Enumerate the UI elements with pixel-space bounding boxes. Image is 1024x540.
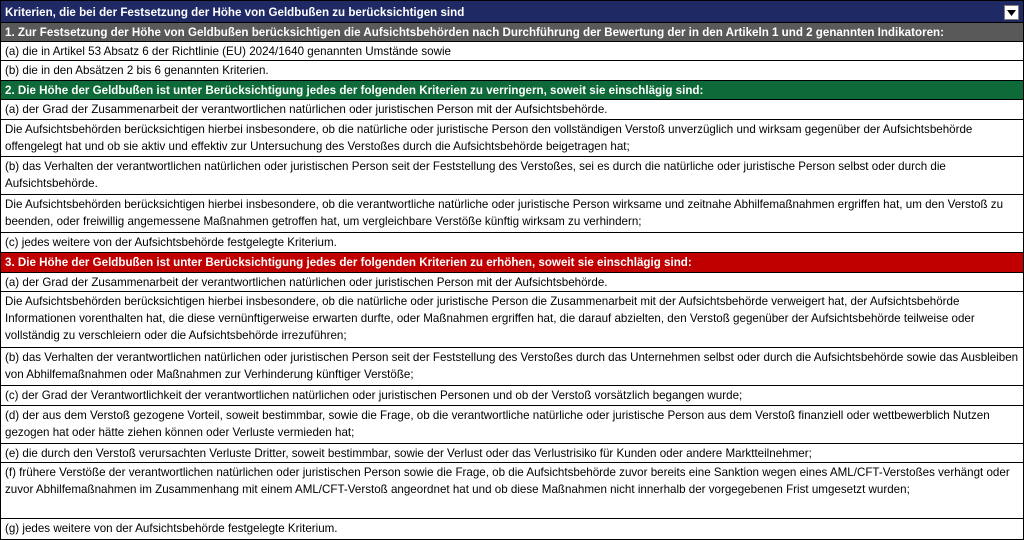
section-3-header[interactable]: 3. Die Höhe der Geldbußen ist unter Berücksichtigung jedes der folgenden Kriterien zu erhöhen, soweit sie einschlägig sind: bbox=[1, 253, 1023, 273]
table-title-row[interactable] bbox=[1, 1, 1023, 23]
section-3-item-a-detail[interactable]: Die Aufsichtsbehörden berücksichtigen hierbei insbesondere, ob die natürliche oder juristische Person die Zusammenarbeit mit der Aufsichtsbehörde verweigert hat, der Aufsichtsbehörde Informationen vorenthalten hat, die diese vernünftigerweise erwarten durfte, oder Maßnahmen ergriffen hat, die darauf abzielten, den Verstoß gegenüber der Aufsichtsbehörde teilweise oder vollständig zu verschleiern oder die Aufsichtsbehörde irrezuführen; bbox=[1, 292, 1023, 348]
section-3-item-e[interactable]: (e) die durch den Verstoß verursachten Verluste Dritter, soweit bestimmbar, sowie der Verlust oder das Verlustrisiko für Kunden oder andere Marktteilnehmer; bbox=[1, 444, 1023, 463]
section-2-item-b-detail[interactable]: Die Aufsichtsbehörden berücksichtigen hierbei insbesondere, ob die verantwortliche natürliche oder juristische Person wirksame und zeitnahe Abhilfemaßnahmen ergriffen hat, um den Verstoß zu beenden, oder freiwillig angemessene Maßnahmen getroffen hat, um vergleichbare Verstöße künftig wirksam zu verhindern; bbox=[1, 195, 1023, 233]
section-2-header[interactable]: 2. Die Höhe der Geldbußen ist unter Berücksichtigung jedes der folgenden Kriterien zu verringern, soweit sie einschlägig sind: bbox=[1, 81, 1023, 100]
section-2-item-c[interactable]: (c) jedes weitere von der Aufsichtsbehörde festgelegte Kriterium. bbox=[1, 233, 1023, 253]
section-3-item-c[interactable]: (c) der Grad der Verantwortlichkeit der verantwortlichen natürlichen oder juristischen Personen und ob der Verstoß vorsätzlich begangen wurde; bbox=[1, 386, 1023, 406]
section-3-item-g[interactable]: (g) jedes weitere von der Aufsichtsbehörde festgelegte Kriterium. bbox=[5, 522, 338, 535]
section-2-item-a-detail[interactable]: Die Aufsichtsbehörden berücksichtigen hierbei insbesondere, ob die natürliche oder juristische Person den vollständigen Verstoß unverzüglich und wirksam gegenüber der Aufsichtsbehörde offengelegt hat und ob sie aktiv und effektiv zur Untersuchung des Verstoßes durch die Aufsichtsbehörde beigetragen hat; bbox=[1, 120, 1023, 157]
filter-dropdown-button[interactable] bbox=[1004, 5, 1019, 20]
section-3-item-f[interactable]: (f) frühere Verstöße der verantwortlichen natürlichen oder juristischen Person sowie die Frage, ob die Aufsichtsbehörde zuvor bereits eine Sanktion wegen eines AML/CFT-Verstoßes verhängt oder zuvor Abhilfemaßnahmen im Zusammenhang mit einem AML/CFT-Verstoß angeordnet hat und ob diese Maßnahmen nicht innerhalb der vorgegebenen Frist umgesetzt wurden; bbox=[1, 463, 1023, 519]
section-1-item-b[interactable]: (b) die in den Absätzen 2 bis 6 genannten Kriterien. bbox=[1, 61, 1023, 81]
dropdown-arrow-icon bbox=[1007, 10, 1016, 16]
section-1-header[interactable]: 1. Zur Festsetzung der Höhe von Geldbußen berücksichtigen die Aufsichtsbehörden nach Durchführung der Bewertung der in den Artikeln 1 und 2 genannten Indikatoren: bbox=[1, 23, 1023, 42]
section-2-item-b[interactable]: (b) das Verhalten der verantwortlichen natürlichen oder juristischen Person seit der Feststellung des Verstoßes, sei es durch die natürliche oder juristische Person selbst oder durch die Aufsichtsbehörde. bbox=[1, 157, 1023, 195]
section-2-item-a[interactable]: (a) der Grad der Zusammenarbeit der verantwortlichen natürlichen oder juristischen Person mit der Aufsichtsbehörde. bbox=[1, 100, 1023, 120]
section-1-item-a[interactable]: (a) die in Artikel 53 Absatz 6 der Richtlinie (EU) 2024/1640 genannten Umstände sowie bbox=[1, 42, 1023, 61]
section-3-item-d[interactable]: (d) der aus dem Verstoß gezogene Vorteil, soweit bestimmbar, sowie die Frage, ob die verantwortliche natürliche oder juristische Person aus dem Verstoß finanziell oder wettbewerblich Nutzen gezogen hat oder hätte ziehen können oder Verluste vermieden hat; bbox=[1, 406, 1023, 444]
table-title: Kriterien, die bei der Festsetzung der Höhe von Geldbußen zu berücksichtigen sind bbox=[5, 6, 465, 19]
section-3-item-a[interactable]: (a) der Grad der Zusammenarbeit der verantwortlichen natürlichen oder juristischen Person mit der Aufsichtsbehörde. bbox=[1, 273, 1023, 292]
section-3-item-b[interactable]: (b) das Verhalten der verantwortlichen natürlichen oder juristischen Person seit der Feststellung des Verstoßes durch das Unternehmen selbst oder durch die Aufsichtsbehörde sowie das Ausbleiben von Abhilfemaßnahmen oder Maßnahmen zur Verhinderung künftiger Verstöße; bbox=[1, 348, 1023, 386]
